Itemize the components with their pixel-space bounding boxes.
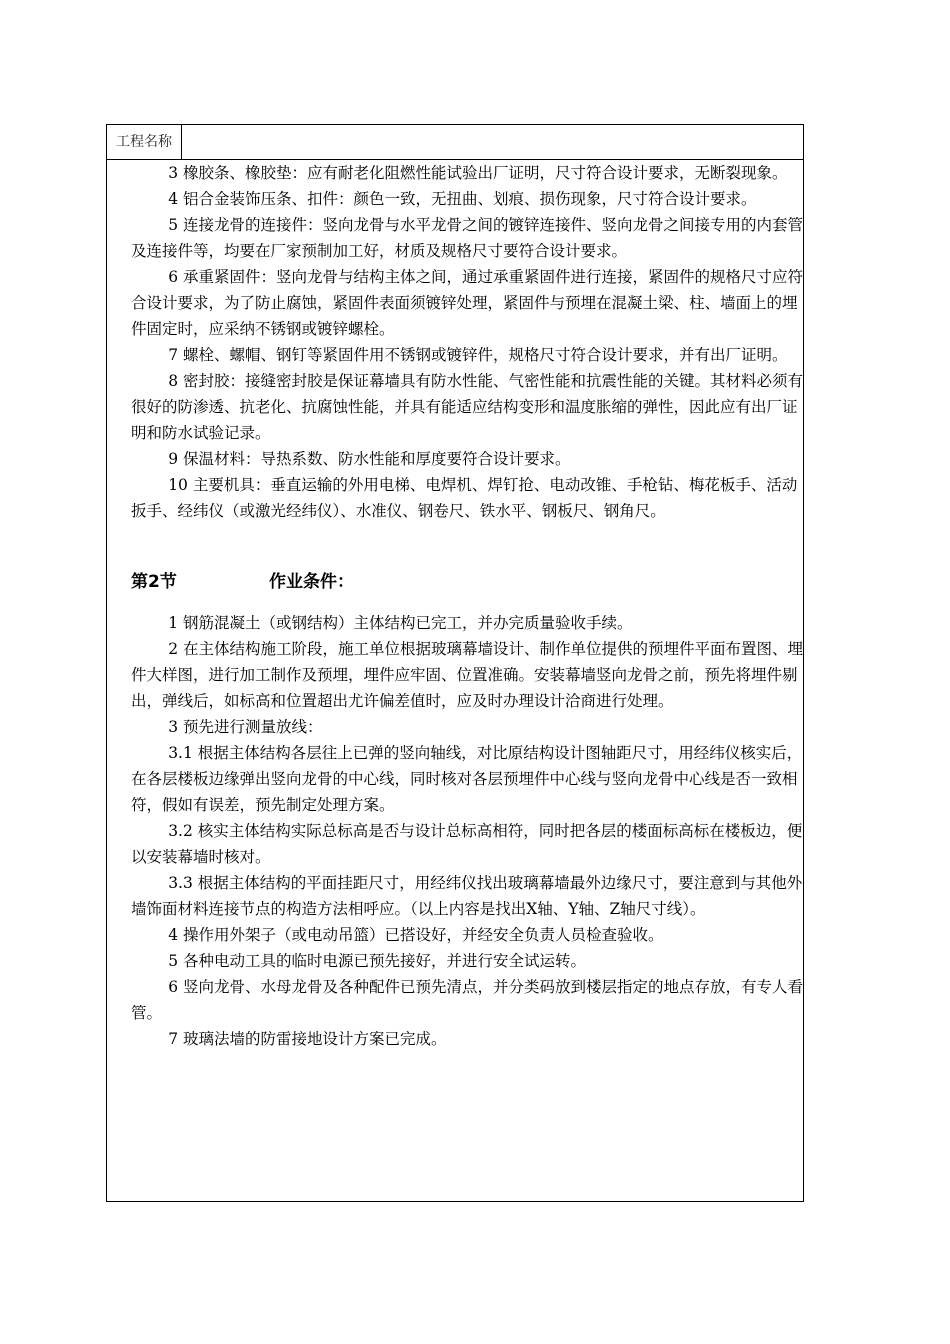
header-row bbox=[107, 125, 803, 160]
paragraph: 3.3 根据主体结构的平面挂距尺寸，用经纬仪找出玻璃幕墙最外边缘尺寸，要注意到与其他外墙饰面材料连接节点的构造方法相呼应。（以上内容是找出X轴、Y轴、Z轴尺寸线）。 bbox=[131, 874, 803, 918]
section-title: 作业条件： bbox=[269, 572, 354, 592]
document-body bbox=[131, 160, 805, 1052]
paragraph: 2 在主体结构施工阶段，施工单位根据玻璃幕墙设计、制作单位提供的预埋件平面布置图、埋件大样图，进行加工制作及预埋，埋件应牢固、位置准确。安装幕墙竖向龙骨之前，预先将埋件剔出，弹线后，如标高和位置超出尤许偏差值时，应及时办理设计洽商进行处理。 bbox=[131, 640, 803, 710]
paragraph: 3 预先进行测量放线： bbox=[168, 718, 323, 736]
paragraph: 6 竖向龙骨、水母龙骨及各种配件已预先清点，并分类码放到楼层指定的地点存放，有专人看管。 bbox=[131, 978, 803, 1022]
project-name-label: 工程名称 bbox=[107, 125, 182, 159]
paragraph: 10 主要机具：垂直运输的外用电梯、电焊机、焊钉抢、电动改锥、手枪钻、梅花板手、活动扳手、经纬仪（或激光经纬仪）、水准仪、钢卷尺、铁水平、钢板尺、钢角尺。 bbox=[131, 476, 798, 520]
paragraph: 3.1 根据主体结构各层往上已弹的竖向轴线，对比原结构设计图轴距尺寸，用经纬仪核实后，在各层楼板边缘弹出竖向龙骨的中心线，同时核对各层预埋件中心线与竖向龙骨中心线是否一致相符，假如有误差，预先制定处理方案。 bbox=[131, 744, 803, 814]
paragraph: 5 连接龙骨的连接件：竖向龙骨与水平龙骨之间的镀锌连接件、竖向龙骨之间接专用的内套管及连接件等，均要在厂家预制加工好，材质及规格尺寸要符合设计要求。 bbox=[131, 216, 803, 260]
document-table bbox=[106, 124, 804, 1202]
paragraph: 3 橡胶条、橡胶垫：应有耐老化阻燃性能试验出厂证明，尺寸符合设计要求，无断裂现象。 bbox=[168, 164, 788, 182]
paragraph: 4 铝合金装饰压条、扣件：颜色一致，无扭曲、划痕、损伤现象，尺寸符合设计要求。 bbox=[168, 190, 757, 208]
paragraph: 1 钢筋混凝土（或钢结构）主体结构已完工，并办完质量验收手续。 bbox=[168, 614, 633, 632]
paragraph: 3.2 核实主体结构实际总标高是否与设计总标高相符，同时把各层的楼面标高标在楼板边，便以安装幕墙时核对。 bbox=[131, 822, 803, 866]
paragraph: 4 操作用外架子（或电动吊篮）已搭设好，并经安全负责人员检查验收。 bbox=[168, 926, 664, 944]
paragraph: 7 螺栓、螺帽、钢钉等紧固件用不锈钢或镀锌件，规格尺寸符合设计要求，并有出厂证明。 bbox=[168, 346, 788, 364]
paragraph: 9 保温材料：导热系数、防水性能和厚度要符合设计要求。 bbox=[168, 450, 571, 468]
paragraph: 7 玻璃法墙的防雷接地设计方案已完成。 bbox=[168, 1030, 447, 1048]
paragraph: 5 各种电动工具的临时电源已预先接好，并进行安全试运转。 bbox=[168, 952, 586, 970]
blank-line bbox=[131, 524, 805, 550]
section-heading bbox=[131, 568, 805, 596]
paragraph: 6 承重紧固件：竖向龙骨与结构主体之间，通过承重紧固件进行连接，紧固件的规格尺寸应符合设计要求，为了防止腐蚀，紧固件表面须镀锌处理，紧固件与预埋在混凝土梁、柱、墙面上的埋件固定时，应采纳不锈钢或镀锌螺栓。 bbox=[131, 268, 803, 338]
paragraph: 8 密封胶：接缝密封胶是保证幕墙具有防水性能、气密性能和抗震性能的关键。其材料必须有很好的防渗透、抗老化、抗腐蚀性能，并具有能适应结构变形和温度胀缩的弹性，因此应有出厂证明和防水试验记录。 bbox=[131, 372, 803, 442]
section-number: 第2节 bbox=[131, 572, 177, 592]
